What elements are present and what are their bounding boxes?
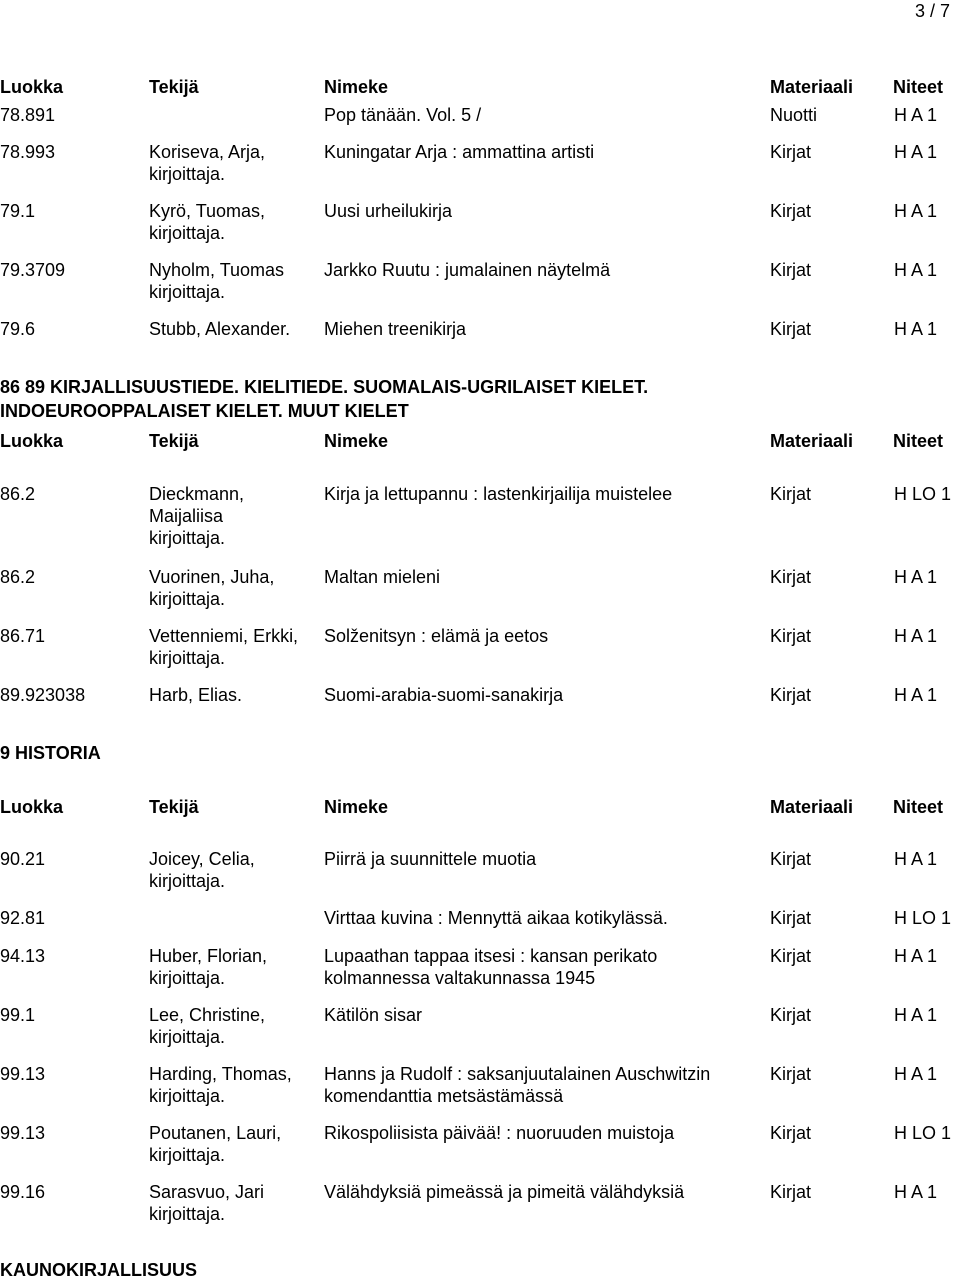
- row-luokka: 86.2: [0, 567, 36, 587]
- row-niteet: H A 1: [894, 1182, 938, 1202]
- row-luokka: 99.13: [0, 1123, 46, 1143]
- row-nimeke: Virttaa kuvina : Mennyttä aikaa kotikylässä.: [324, 908, 668, 928]
- row-nimeke: Kuningatar Arja : ammattina artisti: [324, 142, 595, 162]
- row-tekija: Sarasvuo, Jari kirjoittaja.: [149, 1182, 265, 1224]
- col-header-niteet: Niteet: [893, 797, 944, 817]
- section-heading: 9 HISTORIA: [0, 743, 101, 763]
- row-niteet: H A 1: [894, 567, 938, 587]
- row-nimeke: Miehen treenikirja: [324, 319, 467, 339]
- row-nimeke: Piirrä ja suunnittele muotia: [324, 849, 537, 869]
- row-materiaali: Kirjat: [770, 567, 812, 587]
- row-tekija: Stubb, Alexander.: [149, 319, 291, 339]
- row-niteet: H A 1: [894, 685, 938, 705]
- row-niteet: H LO 1: [894, 1123, 952, 1143]
- row-tekija: Kyrö, Tuomas, kirjoittaja.: [149, 201, 266, 243]
- row-luokka: 99.13: [0, 1064, 46, 1084]
- row-materiaali: Kirjat: [770, 1005, 812, 1025]
- row-tekija: Poutanen, Lauri, kirjoittaja.: [149, 1123, 282, 1165]
- row-materiaali: Kirjat: [770, 1064, 812, 1084]
- row-luokka: 86.2: [0, 484, 36, 504]
- col-header-materiaali: Materiaali: [770, 77, 854, 97]
- row-luokka: 92.81: [0, 908, 46, 928]
- row-luokka: 89.923038: [0, 685, 86, 705]
- section-heading: KAUNOKIRJALLISUUS: [0, 1260, 198, 1280]
- col-header-luokka: Luokka: [0, 77, 64, 97]
- col-header-tekija: Tekijä: [149, 797, 199, 817]
- row-niteet: H A 1: [894, 1005, 938, 1025]
- row-nimeke: Lupaathan tappaa itsesi : kansan perikato kolmannessa valtakunnassa 1945: [324, 946, 658, 988]
- section-heading: 86 89 KIRJALLISUUSTIEDE. KIELITIEDE. SUOMALAIS-UGRILAISET KIELET.: [0, 377, 649, 397]
- row-niteet: H A 1: [894, 849, 938, 869]
- col-header-materiaali: Materiaali: [770, 431, 854, 451]
- row-tekija: Lee, Christine, kirjoittaja.: [149, 1005, 266, 1047]
- row-nimeke: Jarkko Ruutu : jumalainen näytelmä: [324, 260, 611, 280]
- page-number: 3 / 7: [914, 1, 950, 21]
- row-luokka: 78.993: [0, 142, 56, 162]
- row-materiaali: Kirjat: [770, 201, 812, 221]
- row-nimeke: Kirja ja lettupannu : lastenkirjailija muistelee: [324, 484, 673, 504]
- section-heading: INDOEUROOPPALAISET KIELET. MUUT KIELET: [0, 401, 409, 421]
- col-header-nimeke: Nimeke: [324, 77, 389, 97]
- col-header-nimeke: Nimeke: [324, 797, 389, 817]
- row-materiaali: Kirjat: [770, 626, 812, 646]
- row-tekija: Joicey, Celia, kirjoittaja.: [149, 849, 255, 891]
- row-niteet: H A 1: [894, 626, 938, 646]
- row-luokka: 79.1: [0, 201, 36, 221]
- row-nimeke: Pop tänään. Vol. 5 /: [324, 105, 482, 125]
- row-tekija: Vuorinen, Juha, kirjoittaja.: [149, 567, 275, 609]
- row-materiaali: Nuotti: [770, 105, 818, 125]
- row-nimeke: Rikospoliisista päivää! : nuoruuden muistoja: [324, 1123, 675, 1143]
- row-nimeke: Suomi-arabia-suomi-sanakirja: [324, 685, 564, 705]
- col-header-tekija: Tekijä: [149, 431, 199, 451]
- row-tekija: Nyholm, Tuomas kirjoittaja.: [149, 260, 285, 302]
- row-luokka: 90.21: [0, 849, 46, 869]
- row-materiaali: Kirjat: [770, 484, 812, 504]
- col-header-luokka: Luokka: [0, 797, 64, 817]
- row-materiaali: Kirjat: [770, 685, 812, 705]
- row-nimeke: Kätilön sisar: [324, 1005, 423, 1025]
- col-header-materiaali: Materiaali: [770, 797, 854, 817]
- row-tekija: Harding, Thomas, kirjoittaja.: [149, 1064, 292, 1106]
- row-niteet: H A 1: [894, 946, 938, 966]
- row-luokka: 79.6: [0, 319, 36, 339]
- row-luokka: 78.891: [0, 105, 56, 125]
- row-materiaali: Kirjat: [770, 1182, 812, 1202]
- col-header-nimeke: Nimeke: [324, 431, 389, 451]
- row-nimeke: Maltan mieleni: [324, 567, 441, 587]
- row-nimeke: Solženitsyn : elämä ja eetos: [324, 626, 549, 646]
- row-niteet: H A 1: [894, 319, 938, 339]
- col-header-niteet: Niteet: [893, 431, 944, 451]
- col-header-tekija: Tekijä: [149, 77, 199, 97]
- row-materiaali: Kirjat: [770, 1123, 812, 1143]
- row-niteet: H LO 1: [894, 908, 952, 928]
- row-tekija: Vettenniemi, Erkki, kirjoittaja.: [149, 626, 299, 668]
- row-niteet: H A 1: [894, 1064, 938, 1084]
- row-nimeke: Hanns ja Rudolf : saksanjuutalainen Auschwitzin komendanttia metsästämässä: [324, 1064, 711, 1106]
- row-materiaali: Kirjat: [770, 946, 812, 966]
- row-materiaali: Kirjat: [770, 142, 812, 162]
- row-niteet: H A 1: [894, 142, 938, 162]
- col-header-luokka: Luokka: [0, 431, 64, 451]
- row-materiaali: Kirjat: [770, 319, 812, 339]
- row-tekija: Harb, Elias.: [149, 685, 243, 705]
- row-luokka: 99.16: [0, 1182, 46, 1202]
- row-luokka: 79.3709: [0, 260, 66, 280]
- row-nimeke: Välähdyksiä pimeässä ja pimeitä välähdyksiä: [324, 1182, 685, 1202]
- row-luokka: 86.71: [0, 626, 46, 646]
- row-tekija: Koriseva, Arja, kirjoittaja.: [149, 142, 266, 184]
- row-materiaali: Kirjat: [770, 849, 812, 869]
- row-tekija: Dieckmann, Maijaliisa kirjoittaja.: [149, 484, 245, 548]
- row-luokka: 94.13: [0, 946, 46, 966]
- row-niteet: H A 1: [894, 105, 938, 125]
- row-materiaali: Kirjat: [770, 260, 812, 280]
- row-niteet: H A 1: [894, 260, 938, 280]
- row-materiaali: Kirjat: [770, 908, 812, 928]
- row-luokka: 99.1: [0, 1005, 36, 1025]
- row-nimeke: Uusi urheilukirja: [324, 201, 453, 221]
- row-niteet: H LO 1: [894, 484, 952, 504]
- row-tekija: Huber, Florian, kirjoittaja.: [149, 946, 268, 988]
- col-header-niteet: Niteet: [893, 77, 944, 97]
- row-niteet: H A 1: [894, 201, 938, 221]
